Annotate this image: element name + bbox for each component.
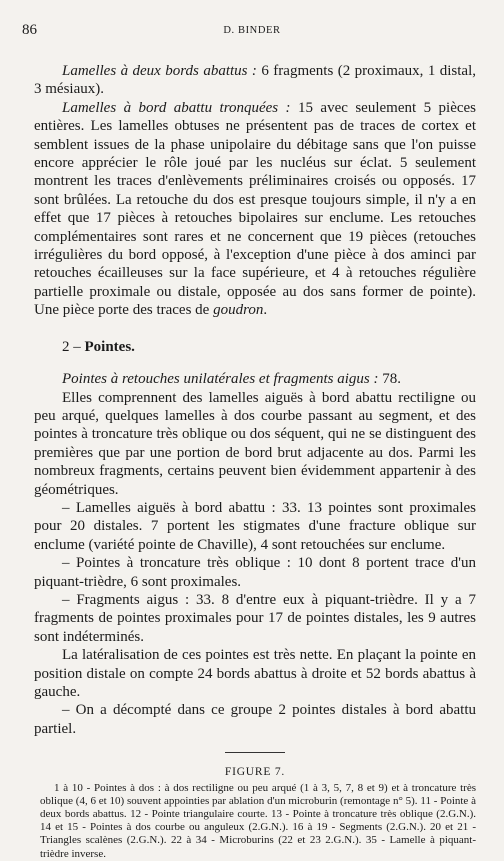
running-head: D. BINDER [223,25,281,36]
paragraph-pointes-troncature: – Pointes à troncature très oblique : 10 dont 8 portent trace d'un piquant-trièdre, 6 sont proximales. [34,555,476,590]
caption-divider [225,752,285,753]
paragraph-title: Lamelles à bord abattu tronquées : [62,99,291,116]
paragraph-end: . [263,302,268,319]
paragraph-title: Lamelles à deux bords abattus : [62,63,257,79]
paragraph-text: 6 fragments (2 proximaux, 1 distal, 3 mésiaux). [34,63,476,98]
paragraph-text: 15 avec seulement 5 pièces entières. Les lamelles obtuses ne présentent pas de traces de cortex et semblent issues de la phase unipolaire du débitage sans que l'on puisse encore apprécier le rôle joué par les nucléus sur éclat. 5 seulement montrent les traces d'enlèvements préliminaires croisés ou opposés. 17 sont brûlées. La retouche du dos est presque toujours simple, il n'y a en effet que 17 pièces à retouches bipolaires sur enclume. Les retouches complémentaires sont rares et ne concernent que 19 pièces (retouches irrégulières du bord opposé, à l'exception d'une pièce à dos aminci par retouches écailleuses sur la face supérieure, et 4 à retouches régulière partielle proximale ou distale, opposée au dos sans former de pointe). Une pièce porte des traces de [34,99,477,319]
page-number: 86 [22,22,37,38]
figure-title: FIGURE 7. [224,766,286,779]
paragraph-pointes-unilaterales [34,370,476,388]
paragraph-lamelles-aigues: – Lamelles aiguës à bord abattu : 33. 13 pointes sont proximales pour 20 distales. 7 portent les stigmates d'une fracture oblique sur enclume (variété pointe de Chaville), 4 sont retouchées sur enclume. [34,499,476,553]
paragraph-lateralisation: La latéralisation de ces pointes est très nette. En plaçant la pointe en position distale on compte 24 bords abattus à droite et 52 bords abattus à gauche. [34,647,476,700]
section-title: Pointes. [84,338,135,355]
body-text [34,62,476,861]
figure-caption: 1 à 10 - Pointes à dos : à dos rectiligne ou peu arqué (1 à 3, 5, 7, 8 et 9) et à troncature très oblique (4, 6 et 10) souvent appointies par ablation d'un microburin (remontage n° 5). 11 - Pointe à deux bords abattus. 12 - Pointe triangulaire courte. 13 - Pointe à troncature très oblique (2.G.N.). 14 et 15 - Pointes à dos courbe ou anguleux (2.G.N.). 16 à 19 - Segments (2.G.N.). 20 et 21 - Triangles scalènes (2.G.N.). 22 à 34 - Microburins (22 et 23 2.G.N.). 35 - Lamelle à piquant-trièdre inverse. [40,781,476,860]
paragraph-lamelles-deux-bords [34,62,476,99]
paragraph-decompte: – On a décompté dans ce groupe 2 pointes distales à bord abattu partiel. [34,702,476,737]
section-heading [34,338,476,356]
paragraph-lamelles-tronquees [34,99,476,320]
paragraph-comprennent: Elles comprennent des lamelles aiguës à bord abattu rectiligne ou peu arqué, quelques lamelles à dos courbe passant au segment, et des pointes à troncature très oblique ou dos séquent, qui ne se distinguent des premières que par une portion de bord brut adjacente au dos. Parmi les nombreux fragments, certains peuvent bien évidemment appartenir à des géométriques. [34,389,476,498]
paragraph-italic-word: goudron [213,302,264,319]
paragraph-fragments-aigus: – Fragments aigus : 33. 8 d'entre eux à piquant-trièdre. Il y a 7 fragments de pointes proximales pour 17 de pointes distales, les 9 autres sont indéterminés. [34,591,476,645]
paragraph-text: 78. [378,371,401,388]
section-number: 2 – [62,338,81,355]
paragraph-title: Pointes à retouches unilatérales et fragments aigus : [62,371,379,388]
